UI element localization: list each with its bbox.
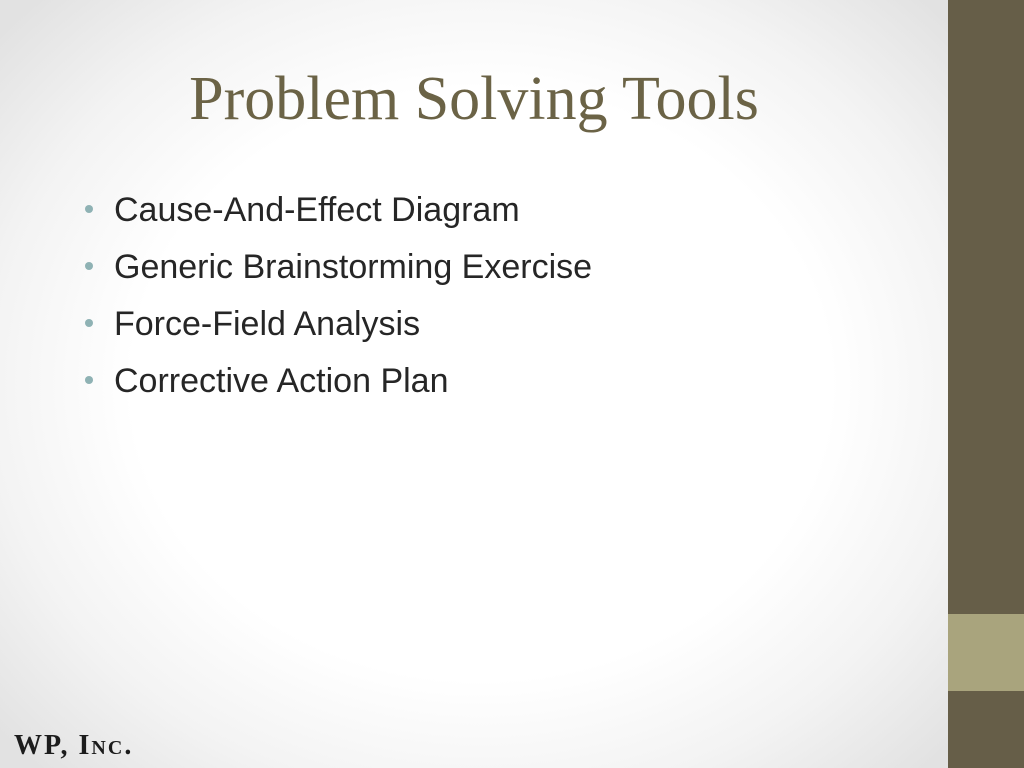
bullet-dot-icon <box>85 319 93 327</box>
slide-title: Problem Solving Tools <box>189 65 759 133</box>
sidebar-accent-block <box>948 614 1024 691</box>
bullet-list <box>85 182 905 410</box>
bullet-dot-icon <box>85 205 93 213</box>
bullet-text: Generic Brainstorming Exercise <box>114 248 593 286</box>
bullet-item <box>85 182 905 239</box>
bullet-text: Corrective Action Plan <box>114 362 449 400</box>
bullet-item <box>85 353 905 410</box>
footer-logo: WP, Inc. <box>14 730 134 761</box>
bullet-dot-icon <box>85 376 93 384</box>
bullet-text: Cause-And-Effect Diagram <box>114 191 520 229</box>
bullet-text: Force-Field Analysis <box>114 305 421 343</box>
bullet-item <box>85 296 905 353</box>
right-sidebar-band <box>948 0 1024 768</box>
bullet-dot-icon <box>85 262 93 270</box>
bullet-item <box>85 239 905 296</box>
